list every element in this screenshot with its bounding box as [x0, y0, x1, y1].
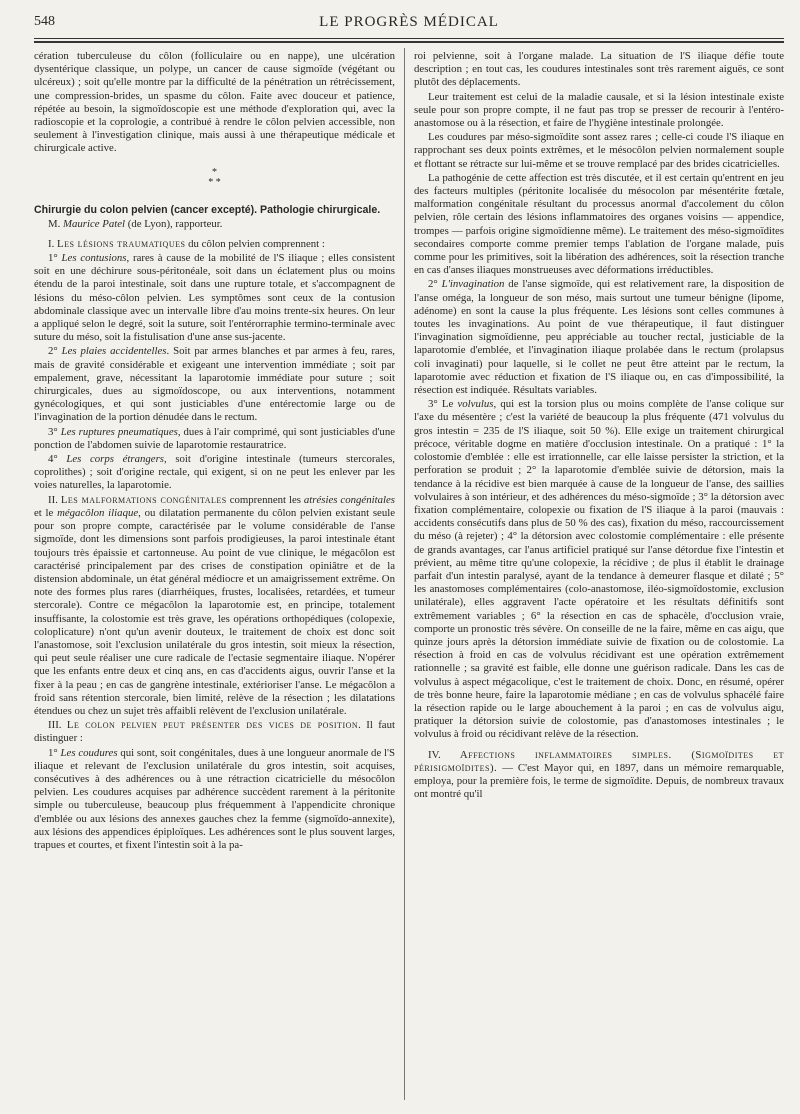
paragraph-traumatic: I. Les lésions traumatiques du côlon pelvien comprennent : — [48, 237, 325, 250]
paragraph: roi pelvienne, soit à l'organe malade. La situation de l'S iliaque défie toute description ; en tout cas, les coudures intestinales sont très rarement aiguës, ce sont plutôt des déplacements. — [414, 50, 784, 89]
paragraph: Les coudures par méso-sigmoïdite sont assez rares ; celle-ci coude l'S iliaque en rapprochant ses deux points extrêmes, et le mésocôlon pelvien normalement souple et flottant se rétracte sur lui-même et se trouve remplacé par des brides cicatricielles. — [414, 131, 784, 170]
subsection-heading: Les malformations congénitales — [60, 493, 227, 506]
subsection-heading: Affections inflammatoires simples. (Sigmoïdites et périsigmoïdites). — [414, 748, 784, 774]
paragraph-malformations: II. Les malformations congénitales comprennent les atrésies congénitales et le mégacôlon iliaque, ou dilatation permanente du côlon pelvien existant seule pour son propre compte, caractérisée par le volume considérable de l'anse sigmoïde, dont les dimensions sont parfois prodigieuses, la paroi intestinale étant toujours très épaissie et cartonneuse. Au point de vue clinique, le mégacôlon est caractérisé principalement par des crises de constipation opiniâtre et de la distension abdominale, un état général médiocre et un amaigrissement extrême. On note des formes plus rares (diarrhéiques, frustes, localisées, retardées, et tumeur stercorale). Contre ce mégacôlon la laparotomie est, en principe, totalement insuffisante, la colostomie est très grave, les opérations orthopédiques (colopexie, coloplicature) n'ont qu'un avenir douteux, le traitement de choix est donc soit l'anastomose, soit l'exclusion unilatérale du gros intestin, soit mieux la résection, qui peut seule réaliser une cure radicale de l'ectasie segmentaire iliaque. N'opérer que les enfants entre deux et cinq ans, en cas d'accidents aigus, ouvrir l'anse et la fixer à la peau ; en cas de gangrène intestinale, extérioriser l'anse. Le mégacôlon a froid sans rétention stercorale, bien limité, relève de la résection ; les dilatations étendues ou chez un sujet très affaibli relèvent de l'exclusion unilatérale. — [34, 493, 396, 717]
paragraph-invagination: 2° L'invagination de l'anse sigmoïde, qui est relativement rare, la disposition de l'anse oméga, la longueur de son méso, mais surtout une tumeur bénigne (lipome, adénome) en sont la cause la plus fréquente. Les lésions sont celles communes à toutes les invaginations. Au point de vue thérapeutique, il faut distinguer l'invagination sigmoïdienne, peu appréciable au toucher rectal, justiciable de la laparotomie d'emblée, et l'invagination iliaque prolabée dans le rectum (prolapsus coli invaginati) pour laquelle, si le collet ne peut être atteint par le rectum, la laparotomie avec réduction et fixation de l'S iliaque ou, en cas d'impossibilité, la résection est indiquée. Résultats variables. — [414, 278, 785, 397]
rapporteur-line: M. Maurice Patel (de Lyon), rapporteur. — [48, 217, 223, 230]
subsection-heading: Les lésions traumatiques — [57, 237, 186, 250]
header-rule — [34, 38, 784, 39]
paragraph-corps-etrangers: 4° Les corps étrangers, soit d'origine intestinale (tumeurs stercorales, coprolithes) ; soit d'origine rectale, qui exigent, si on ne peut les enlever par les voies naturelles, la laparotomie. — [34, 453, 395, 492]
page-number: 548 — [34, 14, 55, 29]
journal-title: LE PROGRÈS MÉDICAL — [319, 14, 499, 30]
section-separator: * * * — [208, 166, 221, 188]
paragraph-affections-inflammatoires: IV. Affections inflammatoires simples. (Sigmoïdites et périsigmoïdites). — C'est Mayor qui, en 1897, dans un mémoire remarquable, employa, pour la première fois, le terme de sigmoïdite. Depuis, de nombreux travaux ont montré qu'il — [414, 748, 784, 801]
author-name: Maurice Patel — [63, 217, 126, 230]
left-column — [34, 50, 395, 853]
subsection-heading: Le colon pelvien peut présenter des vices de position — [66, 719, 359, 732]
paragraph-vices-position: III. Le colon pelvien peut présenter des vices de position. Il faut distinguer : — [34, 719, 395, 745]
right-column — [414, 50, 784, 802]
paragraph-volvulus: 3° Le volvulus, qui est la torsion plus ou moins complète de l'anse colique sur l'axe du mésentère ; c'est la variété de beaucoup la plus fréquente (471 volvulus du gros intestin = 235 de l'S iliaque, soit 50 %). Elle exige un traitement chirurgical précoce, véritable dogme en matière d'occlusion intestinale. On a pratiqué : 1° la colostomie d'emblée : elle est irrationnelle, car elle laisse persister la striction, et la perforation se produit ; 2° la laparotomie d'emblée suivie de détorsion, mais la tendance à la récidive est bien marquée à cause de la longueur de l'anse, des saillies volvulaires à son intérieur, et des adhérences du méso-sigmoïde ; 3° la détorsion avec fixation complémentaire, colopexie ou fixation de l'S iliaque à la paroi (mauvais : accidents consécutifs dans plus de 50 % des cas), fixation du méso, raccourcissement du méso (à rejeter) ; 4° la détorsion avec colostomie complémentaire : elle présente de grands avantages, car l'anus artificiel pratiqué sur l'anse détordue fixe l'intestin et prévient, au même titre qu'une colopexie, la récidive ; de plus il établit le drainage parfait d'un intestin paralysé, ayant de la tendance à demeurer flasque et dilaté ; 5° les anastomoses complémentaires (colo-anastomose, iléo-sigmoïdostomie, exclusion unilatérale), elles aggravent l'acte opératoire et les résultats définitifs sont extrêmement variables ; 6° la résection en cas de sphacèle, d'occlusion vraie, comporte un pronostic très sévère. On conseille de ne la faire, même en cas aigu, que quinze jours après la détorsion immédiate suivie de fixation ou de colostomie. La résection à froid en cas de volvulus récidivant est une opération extrêmement rationnelle ; sa gravité est faible, elle donne une guérison radicale. Dans les cas de volvulus à aspect mégacolique, c'est le traitement de choix. Donc, en résumé, opérer de très bonne heure, faire la laparotomie médiane ; en cas de volvulus sphacélé faire la résection rapide ou le large abouchement à la paroi ; en cas de volvulus aigu, pratiquer la détorsion suivie de colostomie, pas d'anastomoses intestinales ; le volvulus à froid ou récidivant relève de la résection. — [414, 398, 784, 741]
paragraph-plaies: 2° Les plaies accidentelles. Soit par armes blanches et par armes à feu, rares, mais de gravité considérable et exigeant une intervention immédiate ; soit par empalement, grave, nécessitant la laparotomie immédiate pour suture ; soit chirurgicales, dues au sigmoïdoscope, ou aux interventions, notamment gynécologiques, et qui sont justiciables d'une entérectomie large ou de l'invagination de la portion dénudée dans le rectum. — [34, 345, 395, 424]
paragraph-coudures: 1° Les coudures qui sont, soit congénitales, dues à une longueur anormale de l'S iliaque et relevant de l'exclusion unilatérale du gros intestin, soit acquises, consécutives à des adhérences ou à une rétraction cicatricielle du mésocôlon pelvien. Les coudures acquises par adhérence succèdent rarement à la péritonite simple ou tuberculeuse, beaucoup plus fréquemment à l'appendicite chronique d'emblée ou aux lésions des annexes gauches chez la femme (sigmoïdo-annexite), aux lésions des appendices épiploïques. Les adhérences sont le plus souvent larges, trapues et courtes, et fixent l'intestin soit à la pa- — [34, 746, 395, 851]
paragraph: Leur traitement est celui de la maladie causale, et si la lésion intestinale existe seule pour son propre compte, il ne faut pas trop se presser de recourir à l'entéro-anastomose ou à la résection, et faire de l'hygiène intestinale prolongée. — [414, 90, 784, 130]
page-header — [34, 14, 784, 36]
paragraph: cération tuberculeuse du côlon (folliculaire ou en nappe), une ulcération dysentérique classique, un polype, un cancer de cause sigmoïde (végétant ou ulcéreux) ; soit qu'elle montre par la difficulté de la pénétration un rétrécissement, une compression-brides, un spasme du côlon. Faite avec douceur et patience, répétée au besoin, la sigmoïdoscopie est une méthode d'exploration qui, avec la radioscopie et la coprologie, a contribué à rendre le côlon pelvien accessible, non seulement à l'investigation clinique, mais aussi à une thérapeutique médicale et chirurgicale active. — [34, 50, 395, 155]
paragraph: La pathogénie de cette affection est très discutée, et il est certain qu'entrent en jeu des facteurs multiples (péritonite localisée du mésocolon par mésentérite fœtale, malformation congénitale résultant du processus anormal d'accolement du côlon pelvien, rôle certain des lésions inflammatoires des organes voisins — appendice, trompes — parfois origine sigmoïdienne même). Le traitement des méso-sigmoïdites secondaires comporte comme premier temps l'ablation de l'organe malade, puis comme pour les primitives, soit la libération des adhérences, soit la résection tranche en cas d'anses iliaques monstrueuses avec déformations irréductibles. — [414, 171, 784, 277]
column-divider — [404, 48, 405, 1100]
paragraph-ruptures: 3° Les ruptures pneumatiques, dues à l'air comprimé, qui sont justiciables d'une ponction de l'abdomen suivie de laparotomie restauratrice. — [34, 425, 396, 451]
section-title: Chirurgie du colon pelvien (cancer excepté). Pathologie chirurgicale. — [34, 203, 381, 216]
paragraph-contusions: 1° Les contusions, rares à cause de la mobilité de l'S iliaque ; elles consistent soit en une déchirure sous-péritonéale, soit dans un éclatement plus ou moins étendu de la paroi intestinale, soit dans une rupture totale, et s'accompagnent de lésions du méso-côlon pelvien. Les symptômes sont ceux de la contusion abdominale classique avec un intervalle libre d'au moins trente-six heures. On leur a appliqué selon le degré, soit la suture, soit l'entérorraphie termino-terminale avec suture du méso, soit la fistulisation d'une anse sus-jacente. — [34, 252, 396, 344]
header-rule-thick — [34, 41, 784, 43]
